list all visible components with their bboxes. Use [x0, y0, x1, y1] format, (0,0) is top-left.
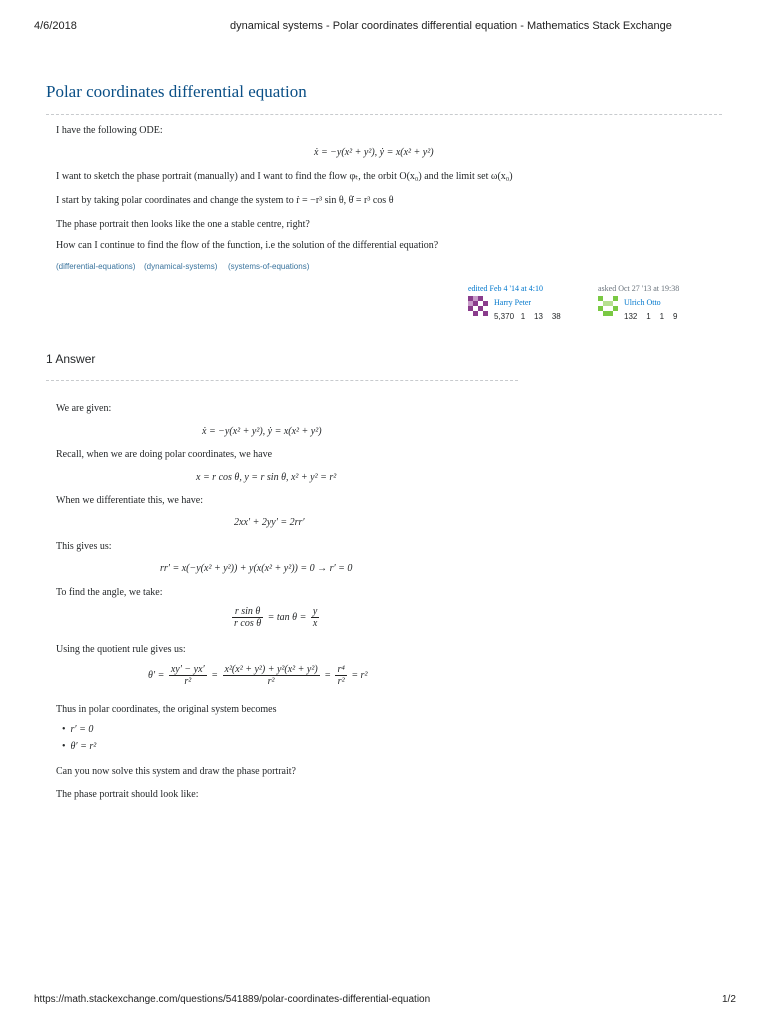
asker-reputation: 132 1 1 9 [624, 312, 678, 321]
title-divider [46, 114, 722, 115]
answer-divider [46, 380, 518, 381]
answer-bullet-2: • θ′ = r² [62, 741, 97, 752]
answer-count-heading: 1 Answer [46, 352, 96, 366]
question-text-3: I start by taking polar coordinates and change the system to ṙ = −r³ sin θ, θ̇ = r³ cos θ [56, 195, 394, 206]
question-text-2: I want to sketch the phase portrait (manually) and I want to find the flow φₜ, the orbit O(x₀) and the limit set ω(x₀) [56, 171, 513, 182]
asker-avatar[interactable] [598, 296, 618, 316]
print-page-number: 1/2 [722, 994, 736, 1005]
print-url: https://math.stackexchange.com/questions/541889/polar-coordinates-differential-equation [34, 994, 431, 1005]
answer-equation-3: 2xx′ + 2yy′ = 2rr′ [234, 517, 305, 528]
answer-text-6: Using the quotient rule gives us: [56, 644, 186, 655]
print-date: 4/6/2018 [34, 20, 77, 32]
answer-text-5: To find the angle, we take: [56, 587, 163, 598]
edited-timestamp[interactable]: edited Feb 4 '14 at 4:10 [468, 284, 543, 293]
question-equation-1: ẋ = −y(x² + y²), ẏ = x(x² + y²) [314, 147, 434, 158]
tag-systems-of-equations[interactable]: (systems-of-equations) [228, 262, 310, 271]
asker-name[interactable]: Ulrich Otto [624, 298, 661, 307]
print-title: dynamical systems - Polar coordinates differential equation - Mathematics Stack Exchange [230, 20, 672, 32]
asker-signature [598, 284, 722, 324]
answer-bullet-1: • r′ = 0 [62, 724, 94, 735]
editor-signature [468, 284, 588, 324]
question-title[interactable]: Polar coordinates differential equation [46, 82, 307, 101]
answer-text-9: The phase portrait should look like: [56, 789, 199, 800]
editor-reputation: 5,370 1 13 38 [494, 312, 561, 321]
tag-dynamical-systems[interactable]: (dynamical-systems) [144, 262, 218, 271]
question-text-4: The phase portrait then looks like the one a stable centre, right? [56, 219, 310, 230]
answer-equation-2: x = r cos θ, y = r sin θ, x² + y² = r² [196, 472, 337, 483]
answer-text-7: Thus in polar coordinates, the original system becomes [56, 704, 277, 715]
editor-name[interactable]: Harry Peter [494, 298, 532, 307]
editor-avatar[interactable] [468, 296, 488, 316]
answer-equation-4: rr′ = x(−y(x² + y²)) + y(x(x² + y²)) = 0 → r′ = 0 [160, 563, 353, 574]
asked-timestamp[interactable]: asked Oct 27 '13 at 19:38 [598, 284, 680, 293]
answer-text-1: We are given: [56, 403, 112, 414]
answer-equation-6: θ′ = $\frac{xy' - yx'}{\text{r²}}$ = $\frac{\text{x²(x² + y²) + y²(x² + y²)}}{\text{r²}}$ = $\frac{\text{r⁴}}{\text{r²}}$ = r² [148, 664, 368, 687]
tag-differential-equations[interactable]: (differential-equations) [56, 262, 136, 271]
question-text-5: How can I continue to find the flow of the function, i.e the solution of the differential equation? [56, 240, 439, 251]
answer-text-4: This gives us: [56, 541, 112, 552]
answer-equation-5: $\frac{\text{r sin θ}}{\text{r cos θ}}$ = tan θ = $\frac{y}{x}$ [234, 606, 318, 629]
answer-equation-1: ẋ = −y(x² + y²), ẏ = x(x² + y²) [202, 426, 322, 437]
question-text-1: I have the following ODE: [56, 125, 163, 136]
answer-text-8: Can you now solve this system and draw the phase portrait? [56, 766, 296, 777]
answer-text-3: When we differentiate this, we have: [56, 495, 203, 506]
answer-text-2: Recall, when we are doing polar coordinates, we have [56, 449, 273, 460]
